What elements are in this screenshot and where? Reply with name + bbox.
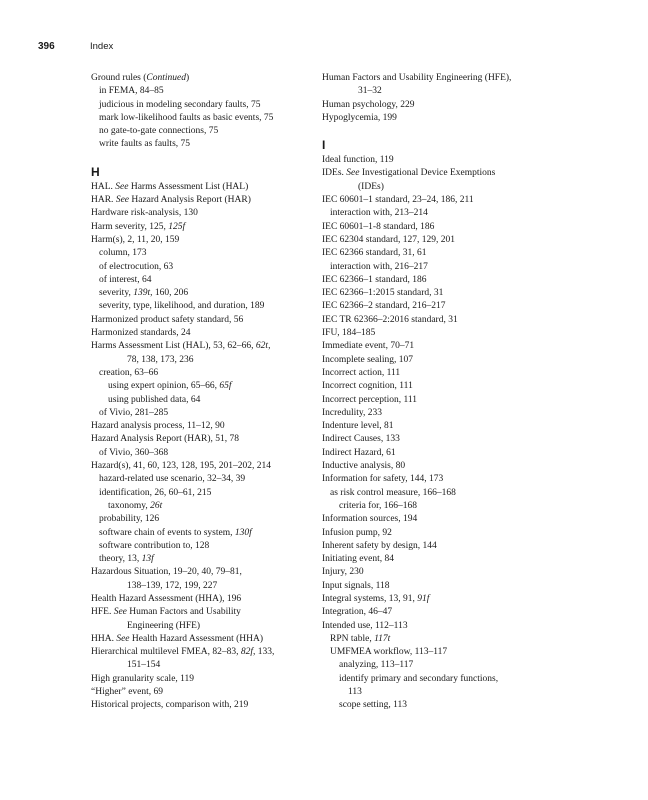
index-subentry: theory, 13, 13f (99, 554, 154, 565)
index-subentry: scope setting, 113 (339, 700, 407, 711)
index-entry: Inductive analysis, 80 (322, 461, 406, 472)
index-entry: 113 (348, 687, 362, 698)
index-subentry: probability, 126 (99, 514, 160, 525)
index-entry: IFU, 184–185 (322, 328, 376, 339)
index-subentry: creation, 63–66 (99, 367, 159, 378)
index-entry: Health Hazard Assessment (HHA), 196 (91, 593, 242, 604)
index-entry: Information sources, 194 (322, 514, 418, 525)
index-subentry: judicious in modeling secondary faults, 75 (99, 99, 261, 110)
index-subentry: taxonomy, 26t (108, 500, 163, 511)
index-subentry: identification, 26, 60–61, 215 (99, 487, 212, 498)
index-entry: HAL. See Harms Assessment List (HAL) (91, 181, 249, 192)
index-entry: Incomplete sealing, 107 (322, 354, 414, 365)
index-subentry: severity, 139t, 160, 206 (99, 288, 189, 299)
index-subentry: using expert opinion, 65–66, 65f (108, 381, 232, 392)
index-entry: Indenture level, 81 (322, 421, 394, 432)
index-subentry: analyzing, 113–117 (339, 660, 414, 671)
index-entry: Indirect Causes, 133 (322, 434, 400, 445)
index-entry: Information for safety, 144, 173 (322, 474, 444, 485)
index-entry: IEC 60601–1-8 standard, 186 (322, 221, 435, 232)
index-entry: Human Factors and Usability Engineering (HFE), (322, 73, 512, 83)
index-entry: IEC 62366–2 standard, 216–217 (322, 301, 446, 312)
index-entry: Harm(s), 2, 11, 20, 159 (91, 234, 180, 245)
index-entry: Immediate event, 70–71 (322, 341, 415, 352)
index-entry: Ideal function, 119 (322, 155, 394, 166)
index-entry: Injury, 230 (322, 567, 364, 578)
index-entry: Hazard Analysis Report (HAR), 51, 78 (91, 434, 240, 445)
page-number: 396 (38, 41, 55, 52)
index-subentry: no gate-to-gate connections, 75 (99, 126, 219, 137)
index-entry: 78, 138, 173, 236 (127, 354, 194, 365)
index-entry: Hypoglycemia, 199 (322, 112, 397, 123)
index-subentry: of interest, 64 (99, 274, 152, 285)
index-subentry: of electrocution, 63 (99, 261, 174, 272)
index-entry: Human psychology, 229 (322, 99, 415, 110)
index-entry: Incorrect action, 111 (322, 367, 401, 378)
index-entry: Initiating event, 84 (322, 554, 395, 565)
index-subentry: mark low-likelihood faults as basic events, 75 (99, 112, 274, 123)
index-subentry: in FEMA, 84–85 (99, 86, 164, 97)
index-subentry: interaction with, 213–214 (330, 208, 428, 219)
index-subentry: of Vivio, 281–285 (99, 407, 169, 418)
index-entry: Harmonized standards, 24 (91, 328, 191, 339)
index-entry: HFE. See Human Factors and Usability (91, 607, 241, 618)
index-subentry: hazard-related use scenario, 32–34, 39 (99, 474, 246, 485)
index-entry: Harms Assessment List (HAL), 53, 62–66, 62t, (91, 341, 271, 352)
index-entry: 31–32 (358, 86, 382, 97)
index-entry: High granularity scale, 119 (91, 673, 195, 684)
index-subentry: software contribution to, 128 (99, 540, 210, 551)
index-entry: Inherent safety by design, 144 (322, 540, 437, 551)
index-entry: Hardware risk-analysis, 130 (91, 208, 198, 219)
index-entry: IEC TR 62366–2:2016 standard, 31 (322, 314, 458, 325)
section-letter: H (91, 164, 100, 179)
index-entry: Hazardous Situation, 19–20, 40, 79–81, (91, 567, 242, 578)
index-entry: Hazard analysis process, 11–12, 90 (91, 421, 225, 432)
index-entry: Incorrect perception, 111 (322, 394, 418, 405)
index-entry: “Higher” event, 69 (91, 687, 164, 698)
index-subentry: criteria for, 166–168 (339, 500, 417, 511)
index-entry: IEC 62366–1 standard, 186 (322, 274, 427, 285)
index-entry: HAR. See Hazard Analysis Report (HAR) (91, 195, 251, 206)
index-subentry: interaction with, 216–217 (330, 261, 428, 272)
index-subentry: identify primary and secondary functions, (339, 673, 499, 684)
index-subentry: using published data, 64 (108, 394, 201, 405)
index-subentry: column, 173 (99, 248, 147, 259)
index-column-left (91, 72, 305, 713)
index-entry: Incredulity, 233 (322, 407, 383, 418)
index-entry: Hazard(s), 41, 60, 123, 128, 195, 201–202, 214 (91, 461, 271, 472)
index-entry: Integration, 46–47 (322, 607, 393, 618)
index-entry: Indirect Hazard, 61 (322, 447, 396, 458)
index-entry: Intended use, 112–113 (322, 620, 408, 631)
index-entry: IEC 60601–1 standard, 23–24, 186, 211 (322, 195, 474, 206)
index-entry: IEC 62366 standard, 31, 61 (322, 248, 427, 259)
index-entry: Ground rules (Continued) (91, 73, 190, 83)
index-subentry: as risk control measure, 166–168 (330, 487, 456, 498)
index-subentry: software chain of events to system, 130f (99, 527, 252, 538)
index-entry: Incorrect cognition, 111 (322, 381, 413, 392)
index-subentry: of Vivio, 360–368 (99, 447, 169, 458)
index-entry: 138–139, 172, 199, 227 (127, 580, 218, 591)
index-entry: 151–154 (127, 660, 161, 671)
index-entry: Harm severity, 125, 125f (91, 221, 186, 232)
running-title: Index (90, 41, 114, 52)
index-entry: Harmonized product safety standard, 56 (91, 314, 244, 325)
index-entry: Infusion pump, 92 (322, 527, 392, 538)
index-entry: (IDEs) (358, 181, 384, 192)
index-entry: Integral systems, 13, 91, 91f (322, 593, 430, 604)
section-letter: I (322, 138, 326, 153)
index-subentry: UMFMEA workflow, 113–117 (330, 647, 448, 658)
index-subentry: RPN table, 117t (330, 633, 391, 644)
index-entry: Historical projects, comparison with, 219 (91, 700, 249, 711)
index-subentry: severity, type, likelihood, and duration, 189 (99, 301, 265, 312)
index-entry: IEC 62304 standard, 127, 129, 201 (322, 234, 455, 245)
index-entry: Engineering (HFE) (127, 620, 201, 631)
index-entry: HHA. See Health Hazard Assessment (HHA) (91, 633, 264, 644)
index-column-right (322, 72, 550, 713)
index-entry: Hierarchical multilevel FMEA, 82–83, 82f, 133, (91, 647, 275, 658)
index-subentry: write faults as faults, 75 (99, 139, 191, 150)
index-entry: IDEs. See Investigational Device Exemptions (322, 168, 496, 179)
index-entry: IEC 62366–1:2015 standard, 31 (322, 288, 444, 299)
index-entry: Input signals, 118 (322, 580, 390, 591)
